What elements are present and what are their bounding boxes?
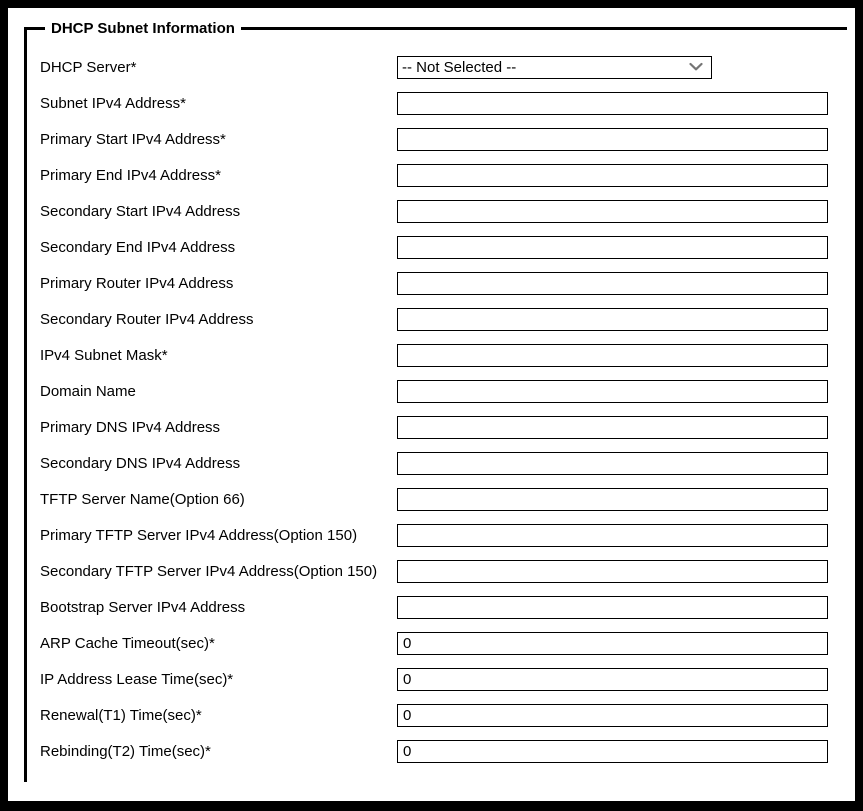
primary-dns-ipv4-address-input[interactable] xyxy=(397,416,828,439)
field-label: Secondary Router IPv4 Address xyxy=(40,310,254,328)
field-label: DHCP Server* xyxy=(40,58,137,76)
text-input-wrap xyxy=(397,344,828,367)
form-row xyxy=(40,265,847,301)
panel-title: DHCP Subnet Information xyxy=(51,20,235,37)
dhcp-subnet-information-panel xyxy=(24,20,847,782)
form-row xyxy=(40,409,847,445)
field-label: Primary End IPv4 Address* xyxy=(40,166,221,184)
form-row xyxy=(40,517,847,553)
text-input-wrap xyxy=(397,596,828,619)
text-input-wrap xyxy=(397,524,828,547)
text-input-wrap xyxy=(397,272,828,295)
field-label: Domain Name xyxy=(40,382,136,400)
form-row xyxy=(40,157,847,193)
field-label: Primary Router IPv4 Address xyxy=(40,274,234,292)
field-label: Primary TFTP Server IPv4 Address(Option 150) xyxy=(40,526,358,544)
text-input-wrap xyxy=(397,740,828,763)
form-row xyxy=(40,373,847,409)
text-input-wrap xyxy=(397,308,828,331)
domain-name-input[interactable] xyxy=(397,380,828,403)
text-input-wrap xyxy=(397,164,828,187)
text-input-wrap xyxy=(397,668,828,691)
primary-router-ipv4-address-input[interactable] xyxy=(397,272,828,295)
primary-tftp-server-ipv4-address-option-150-input[interactable] xyxy=(397,524,828,547)
field-label: Secondary End IPv4 Address xyxy=(40,238,236,256)
text-input-wrap xyxy=(397,488,828,511)
secondary-dns-ipv4-address-input[interactable] xyxy=(397,452,828,475)
field-label: Subnet IPv4 Address* xyxy=(40,94,186,112)
form-row xyxy=(40,553,847,589)
form-row xyxy=(40,661,847,697)
field-label: Secondary TFTP Server IPv4 Address(Option 150) xyxy=(40,562,378,580)
form-rows xyxy=(40,49,847,769)
field-label: Renewal(T1) Time(sec)* xyxy=(40,706,202,724)
secondary-start-ipv4-address-input[interactable] xyxy=(397,200,828,223)
secondary-router-ipv4-address-input[interactable] xyxy=(397,308,828,331)
field-label: ARP Cache Timeout(sec)* xyxy=(40,634,215,652)
form-row xyxy=(40,193,847,229)
field-label: IP Address Lease Time(sec)* xyxy=(40,670,234,688)
bootstrap-server-ipv4-address-input[interactable] xyxy=(397,596,828,619)
form-row xyxy=(40,481,847,517)
form-row xyxy=(40,625,847,661)
form-row xyxy=(40,85,847,121)
ipv4-subnet-mask-input[interactable] xyxy=(397,344,828,367)
text-input-wrap xyxy=(397,560,828,583)
subnet-ipv4-address-input[interactable] xyxy=(397,92,828,115)
field-label: TFTP Server Name(Option 66) xyxy=(40,490,245,508)
form-row xyxy=(40,49,847,85)
renewal-t1-time-sec-input[interactable] xyxy=(397,704,828,727)
select-wrap xyxy=(397,56,712,79)
form-row xyxy=(40,445,847,481)
field-label: Secondary DNS IPv4 Address xyxy=(40,454,241,472)
secondary-end-ipv4-address-input[interactable] xyxy=(397,236,828,259)
dhcp-server-select[interactable] xyxy=(397,56,712,79)
text-input-wrap xyxy=(397,452,828,475)
field-label: Primary DNS IPv4 Address xyxy=(40,418,221,436)
form-row xyxy=(40,121,847,157)
primary-start-ipv4-address-input[interactable] xyxy=(397,128,828,151)
primary-end-ipv4-address-input[interactable] xyxy=(397,164,828,187)
form-row xyxy=(40,229,847,265)
field-label: Secondary Start IPv4 Address xyxy=(40,202,241,220)
text-input-wrap xyxy=(397,128,828,151)
text-input-wrap xyxy=(397,92,828,115)
text-input-wrap xyxy=(397,632,828,655)
text-input-wrap xyxy=(397,380,828,403)
ip-address-lease-time-sec-input[interactable] xyxy=(397,668,828,691)
text-input-wrap xyxy=(397,236,828,259)
secondary-tftp-server-ipv4-address-option-150-input[interactable] xyxy=(397,560,828,583)
field-label: Primary Start IPv4 Address* xyxy=(40,130,226,148)
text-input-wrap xyxy=(397,200,828,223)
form-row xyxy=(40,301,847,337)
rebinding-t2-time-sec-input[interactable] xyxy=(397,740,828,763)
arp-cache-timeout-sec-input[interactable] xyxy=(397,632,828,655)
text-input-wrap xyxy=(397,704,828,727)
field-label: Bootstrap Server IPv4 Address xyxy=(40,598,246,616)
form-row xyxy=(40,697,847,733)
field-label: IPv4 Subnet Mask* xyxy=(40,346,168,364)
form-row xyxy=(40,589,847,625)
field-label: Rebinding(T2) Time(sec)* xyxy=(40,742,211,760)
tftp-server-name-option-66-input[interactable] xyxy=(397,488,828,511)
form-row xyxy=(40,733,847,769)
form-row xyxy=(40,337,847,373)
text-input-wrap xyxy=(397,416,828,439)
